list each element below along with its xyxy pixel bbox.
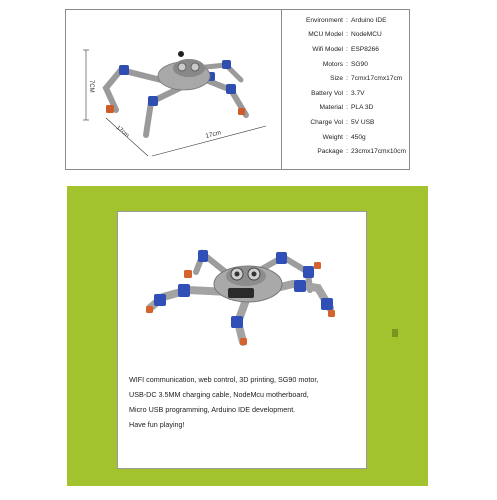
spec-label: MCU Model [308,31,343,39]
spec-separator: : [346,89,348,97]
description-text [129,372,361,432]
spec-separator: : [346,118,348,126]
spec-row-weight [283,130,409,145]
spec-separator: : [346,148,348,156]
spec-separator: : [346,45,348,53]
description-line: WIFI communication, web control, 3D printing, SG90 motor, [129,375,319,384]
spec-label: Material [319,104,343,112]
spec-divider [281,10,282,169]
spec-separator: : [346,133,348,141]
spec-label: Charge Vol [310,118,343,126]
spec-value: SG90 [351,60,368,68]
spec-separator: : [346,31,348,39]
spec-separator: : [346,60,348,68]
side-marker [392,329,398,337]
spec-row-package [283,144,409,159]
spec-label: Wifi Model [312,45,343,53]
spec-table [283,13,409,159]
spec-row-environment [283,13,409,28]
spec-row-charge-vol [283,115,409,130]
spec-row-battery-vol [283,86,409,101]
description-line: Micro USB programming, Arduino IDE development. [129,405,296,414]
spec-row-mcu-model [283,28,409,43]
spec-row-size [283,71,409,86]
spec-label: Weight [322,133,343,141]
height-label: 7CM [88,80,94,93]
spec-label: Battery Vol [311,89,343,97]
spec-separator: : [346,16,348,24]
spec-label: Environment [305,16,343,24]
spec-card [65,9,410,170]
spec-value: 7cmx17cmx17cm [351,75,403,83]
robot-dimension-photo [66,10,280,169]
showcase-panel [67,186,428,486]
robot-showcase-photo [118,212,366,362]
spec-label: Package [317,148,343,156]
spec-row-motors [283,57,409,72]
spec-value: Arduino IDE [351,16,387,24]
spec-label: Size [330,75,343,83]
robot-illustration [106,51,246,135]
spec-value: 450g [351,133,366,141]
spec-label: Motors [322,60,343,68]
spec-value: 5V USB [351,118,375,126]
description-line: Have fun playing! [129,420,185,429]
depth-label: 17cm [114,124,130,139]
spec-separator: : [346,104,348,112]
spec-value: 3.7V [351,89,365,97]
spec-value: 23cmx17cmx10cm [351,148,406,156]
description-line: USB-DC 3.5MM charging cable, NodeMcu motherboard, [129,390,309,399]
spec-separator: : [346,75,348,83]
spec-value: ESP8266 [351,45,379,53]
spec-value: PLA 3D [351,104,374,112]
spec-row-wifi-model [283,42,409,57]
width-label: 17cm [204,129,222,140]
showcase-card [117,211,367,469]
spec-row-material [283,101,409,116]
spec-value: NodeMCU [351,31,382,39]
